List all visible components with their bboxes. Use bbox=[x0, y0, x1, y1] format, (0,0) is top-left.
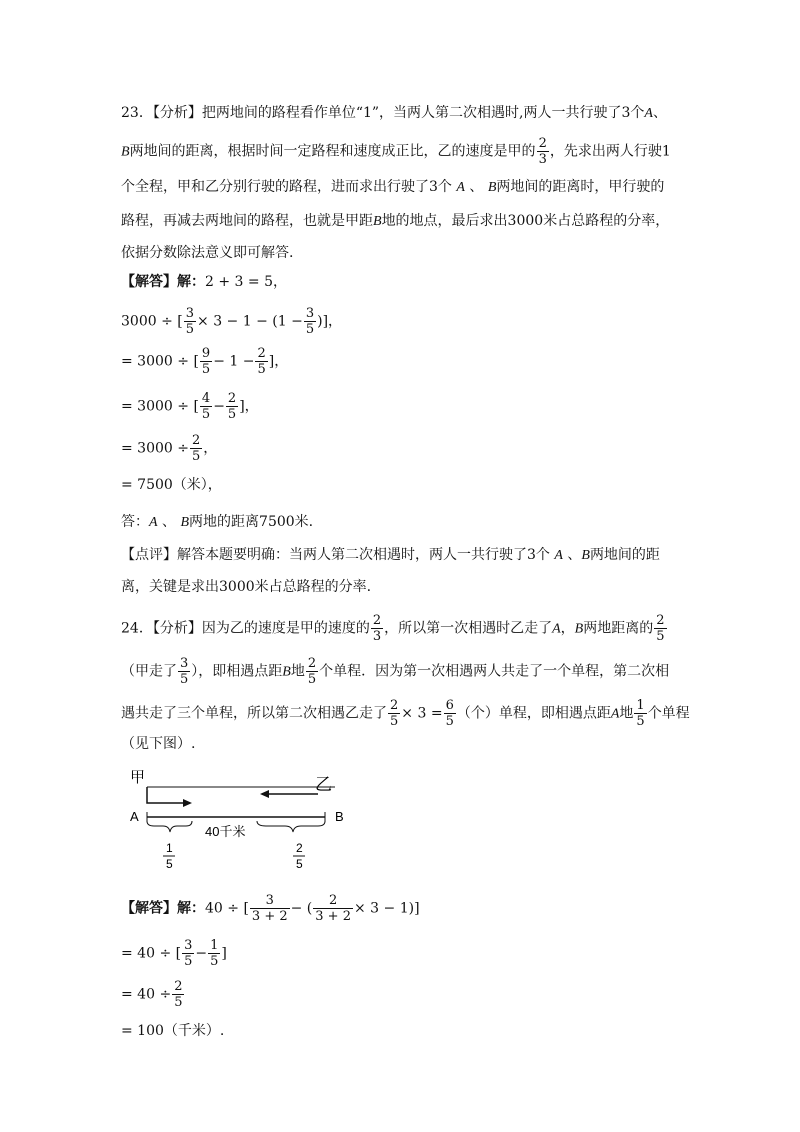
text: ，所以第一次相遇时乙走了 bbox=[384, 620, 553, 637]
point-a: A bbox=[552, 621, 561, 637]
q23-review-line-2 bbox=[121, 577, 371, 597]
fraction-two-fifths: $\frac{2}{5}$ bbox=[307, 656, 317, 687]
equation-part: = 3000 ÷ bbox=[121, 440, 189, 457]
yi-label: 乙 bbox=[315, 775, 332, 794]
point-a: A bbox=[149, 515, 158, 530]
point-a: A bbox=[610, 706, 620, 722]
separator: 、 bbox=[162, 514, 177, 530]
meeting-diagram bbox=[120, 760, 380, 880]
q23-line-5 bbox=[121, 243, 293, 263]
q23-solution-line-2 bbox=[121, 346, 288, 377]
equation-part: − bbox=[195, 945, 208, 962]
q23-line-1 bbox=[121, 103, 667, 124]
q24-line-3 bbox=[121, 698, 690, 729]
yi-arrowhead bbox=[260, 790, 269, 798]
equation-part: = 3000 ÷ [ bbox=[121, 353, 199, 370]
fraction-three-fifths: $\frac{3}{5}$ bbox=[185, 306, 195, 337]
point-b: B bbox=[121, 144, 130, 160]
point-b: B bbox=[282, 664, 291, 680]
separator: 、 bbox=[652, 105, 667, 121]
right-brace bbox=[257, 821, 325, 832]
text: （个）单程，即相遇点距 bbox=[456, 705, 611, 722]
q23-review-line-1 bbox=[121, 545, 660, 566]
separator: ， bbox=[560, 620, 575, 637]
equation-result: = 100（千米）. bbox=[121, 1023, 225, 1039]
fraction-one-fifth: $\frac{1}{5}$ bbox=[636, 698, 645, 729]
right-fraction-num: 2 bbox=[296, 841, 303, 855]
q24-solution-line-1 bbox=[121, 893, 420, 924]
fraction-six-fifths: $\frac{6}{5}$ bbox=[445, 698, 454, 729]
solution-label: 【解答】解： bbox=[121, 900, 205, 917]
separator: 、 bbox=[567, 547, 582, 563]
text: 遇共走了三个单程，所以第二次相遇乙走了 bbox=[121, 705, 387, 722]
point-b: B bbox=[574, 621, 584, 637]
q24-line-1 bbox=[121, 613, 668, 644]
solution-label: 【解答】解： bbox=[121, 274, 205, 290]
fraction-three-over-sum: $\frac{3}{3 + 2}$ bbox=[251, 893, 288, 924]
q23-line-2 bbox=[121, 136, 671, 167]
equation-part: ， bbox=[203, 440, 218, 457]
right-fraction-den: 5 bbox=[296, 857, 303, 871]
q24-line-4 bbox=[121, 734, 195, 754]
q24-line-2 bbox=[121, 656, 669, 687]
fraction-two-thirds: $\frac{2}{3}$ bbox=[538, 136, 547, 167]
equation-part: )]， bbox=[317, 313, 343, 330]
text: 两地的距离7500米. bbox=[189, 514, 314, 530]
q24-solution-line-4 bbox=[121, 1021, 224, 1041]
jia-arrowhead bbox=[183, 799, 192, 807]
fraction-two-fifths: $\frac{2}{5}$ bbox=[390, 698, 399, 729]
fraction-four-fifths: $\frac{4}{5}$ bbox=[201, 391, 211, 422]
text: （甲走了 bbox=[121, 663, 177, 680]
fraction-two-fifths: $\frac{2}{5}$ bbox=[174, 979, 183, 1010]
fraction-two-fifths: $\frac{2}{5}$ bbox=[257, 346, 266, 377]
text: 两地间的距离，根据时间一定路程和速度成正比，乙的速度是甲的 bbox=[129, 143, 536, 160]
fraction-nine-fifths: $\frac{9}{5}$ bbox=[201, 346, 211, 377]
equation-part: − 1 − bbox=[213, 353, 255, 370]
text: 地 bbox=[619, 705, 634, 722]
equation-part: ]， bbox=[268, 353, 289, 370]
equation-part: − bbox=[213, 398, 225, 415]
point-b: B bbox=[180, 515, 190, 530]
point-a: A bbox=[554, 548, 563, 563]
text: 地的地点，最后求出3000米占总路程的分率， bbox=[381, 213, 670, 229]
q24-solution-line-2 bbox=[121, 938, 227, 969]
equation-part: = 3000 ÷ [ bbox=[121, 398, 199, 415]
equation-part: − ( bbox=[290, 900, 313, 917]
equation: 2 + 3 = 5， bbox=[205, 274, 287, 290]
point-b: B bbox=[487, 180, 497, 195]
q23-line-4 bbox=[121, 211, 669, 232]
left-fraction-den: 5 bbox=[166, 857, 173, 871]
equation-part: = 40 ÷ bbox=[121, 986, 172, 1003]
fraction-three-fifths: $\frac{3}{5}$ bbox=[305, 306, 315, 337]
text: 两地间的距 bbox=[589, 547, 660, 563]
text: ），即相遇点距 bbox=[191, 663, 283, 680]
point-b: B bbox=[373, 214, 382, 229]
fraction-one-fifth: $\frac{1}{5}$ bbox=[210, 938, 219, 969]
equation-part: 40 ÷ [ bbox=[205, 900, 249, 917]
equation-part: 3000 ÷ [ bbox=[121, 313, 183, 330]
text: 个单程．因为第一次相遇两人共走了一个单程，第二次相 bbox=[319, 663, 670, 680]
q23-solution-line-4 bbox=[121, 433, 217, 464]
q24-solution-line-3 bbox=[121, 979, 185, 1010]
q23-solution-line-1 bbox=[121, 306, 342, 337]
text: 两地间的距离时，甲行驶的 bbox=[496, 179, 665, 195]
left-brace bbox=[147, 821, 192, 832]
fraction-two-thirds: $\frac{2}{3}$ bbox=[372, 613, 382, 644]
q23-solution-line-5 bbox=[121, 475, 222, 495]
fraction-two-fifths: $\frac{2}{5}$ bbox=[227, 391, 237, 422]
equation-part: ] bbox=[221, 945, 227, 962]
equation-result: = 7500（米）， bbox=[121, 477, 222, 493]
text: 依据分数除法意义即可解答. bbox=[121, 245, 294, 261]
equation-part: ]， bbox=[239, 398, 259, 415]
text: × 3 = bbox=[401, 705, 443, 722]
review-text: 离，关键是求出3000米占总路程的分率. bbox=[121, 579, 372, 595]
point-a: A bbox=[644, 106, 653, 121]
fraction-two-fifths: $\frac{2}{5}$ bbox=[192, 433, 201, 464]
review-text: 【点评】解答本题要明确：当两人第二次相遇时，两人一共行驶了3个 bbox=[121, 547, 550, 563]
fraction-two-over-sum: $\frac{2}{3 + 2}$ bbox=[315, 893, 351, 924]
answer-label: 答： bbox=[121, 514, 149, 530]
q23-line-3 bbox=[121, 177, 664, 198]
text: 个全程，甲和乙分别行驶的路程，进而求出行驶了3个 bbox=[121, 179, 452, 195]
text: （见下图）. bbox=[121, 736, 196, 752]
fraction-two-fifths: $\frac{2}{5}$ bbox=[656, 613, 665, 644]
text: 地 bbox=[290, 663, 305, 680]
equation-part: = 40 ÷ [ bbox=[121, 945, 182, 962]
equation-part: × 3 − 1 − (1 − bbox=[197, 313, 303, 330]
text: 个单程 bbox=[647, 705, 690, 722]
point-a-label: A bbox=[130, 809, 139, 824]
analysis-text: 24．【分析】因为乙的速度是甲的速度的 bbox=[121, 620, 370, 637]
q23-answer bbox=[121, 512, 313, 533]
text: ，先求出两人行驶1 bbox=[549, 143, 671, 160]
q23-solution-line-3 bbox=[121, 391, 259, 422]
text: 两地距离的 bbox=[583, 620, 654, 637]
fraction-three-fifths: $\frac{3}{5}$ bbox=[184, 938, 193, 969]
left-fraction-num: 1 bbox=[166, 841, 173, 855]
distance-label: 40千米 bbox=[205, 824, 246, 839]
text: 路程，再减去两地间的路程，也就是甲距 bbox=[121, 213, 373, 229]
point-b-label: B bbox=[335, 809, 344, 824]
separator: 、 bbox=[469, 179, 484, 195]
point-b: B bbox=[581, 548, 590, 563]
point-a: A bbox=[456, 180, 465, 195]
equation-part: × 3 − 1)] bbox=[353, 900, 420, 917]
q23-solution-line-0 bbox=[121, 272, 287, 292]
jia-label: 甲 bbox=[130, 769, 146, 786]
q23-analysis-text: 23．【分析】把两地间的路程看作单位“1”，当两人第二次相遇时,两人一共行驶了3个 bbox=[121, 105, 645, 121]
fraction-three-fifths: $\frac{3}{5}$ bbox=[180, 656, 189, 687]
